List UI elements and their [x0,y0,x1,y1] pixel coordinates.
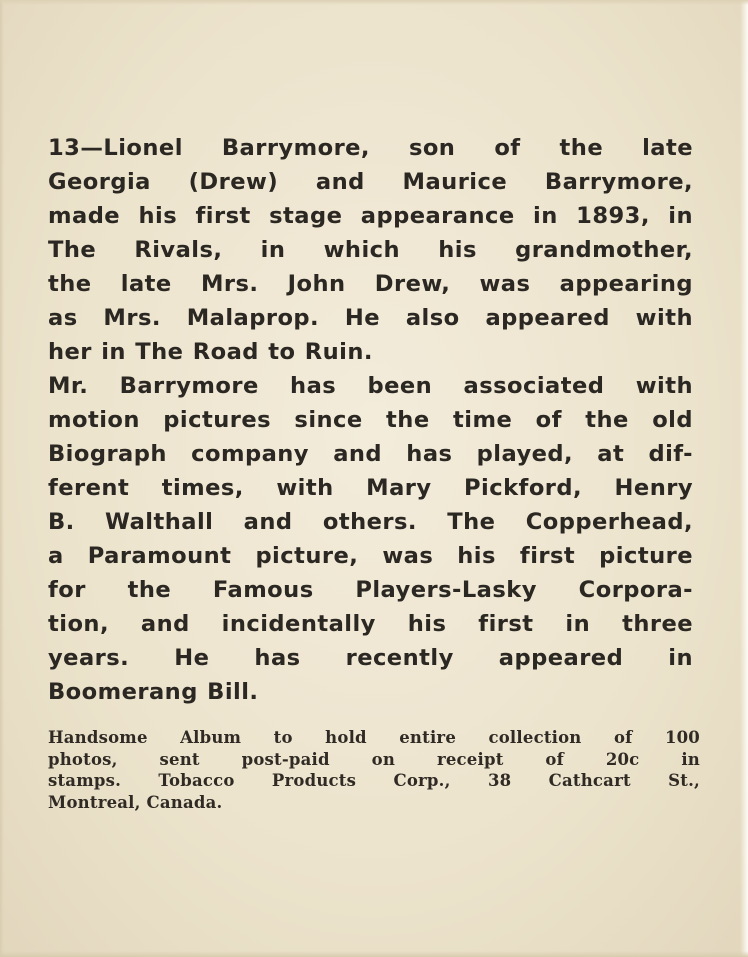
biography-line: Georgia (Drew) and Maurice Barrymore, [48,169,693,195]
biography-line: a Paramount picture, was his first picture [48,543,693,569]
card-edge-left [0,0,4,957]
biography-line: Mr. Barrymore has been associated with [48,373,693,399]
biography-line: made his first stage appearance in 1893, in [48,203,693,229]
biography-line: motion pictures since the time of the old [48,407,693,433]
biography-line: tion, and incidentally his first in three [48,611,693,637]
biography-line: the late Mrs. John Drew, was appearing [48,271,693,297]
biography-line: as Mrs. Malaprop. He also appeared with [48,305,693,331]
biography-line: Biograph company and has played, at dif- [48,441,693,467]
biography-line: ferent times, with Mary Pickford, Henry [48,475,693,501]
biography-line: Boomerang Bill. [48,679,259,705]
biography-text [48,131,693,709]
biography-line: 13—Lionel Barrymore, son of the late [48,135,693,161]
biography-line: The Rivals, in which his grandmother, [48,237,693,263]
album-offer-line: photos, sent post-paid on receipt of 20c in [48,749,700,769]
biography-line: for the Famous Players-Lasky Corpora- [48,577,693,603]
biography-line: B. Walthall and others. The Copperhead, [48,509,693,535]
album-offer-line: Handsome Album to hold entire collection of 100 [48,728,700,747]
album-offer-text [48,727,700,813]
album-offer-line: Montreal, Canada. [48,792,223,812]
album-offer-line: stamps. Tobacco Products Corp., 38 Cathcart St., [48,771,700,790]
card-edge-bottom [0,951,748,957]
card-edge-top [0,0,748,5]
biography-line: her in The Road to Ruin. [48,339,373,365]
biography-line: years. He has recently appeared in [48,645,693,671]
card-edge-right [740,0,748,957]
